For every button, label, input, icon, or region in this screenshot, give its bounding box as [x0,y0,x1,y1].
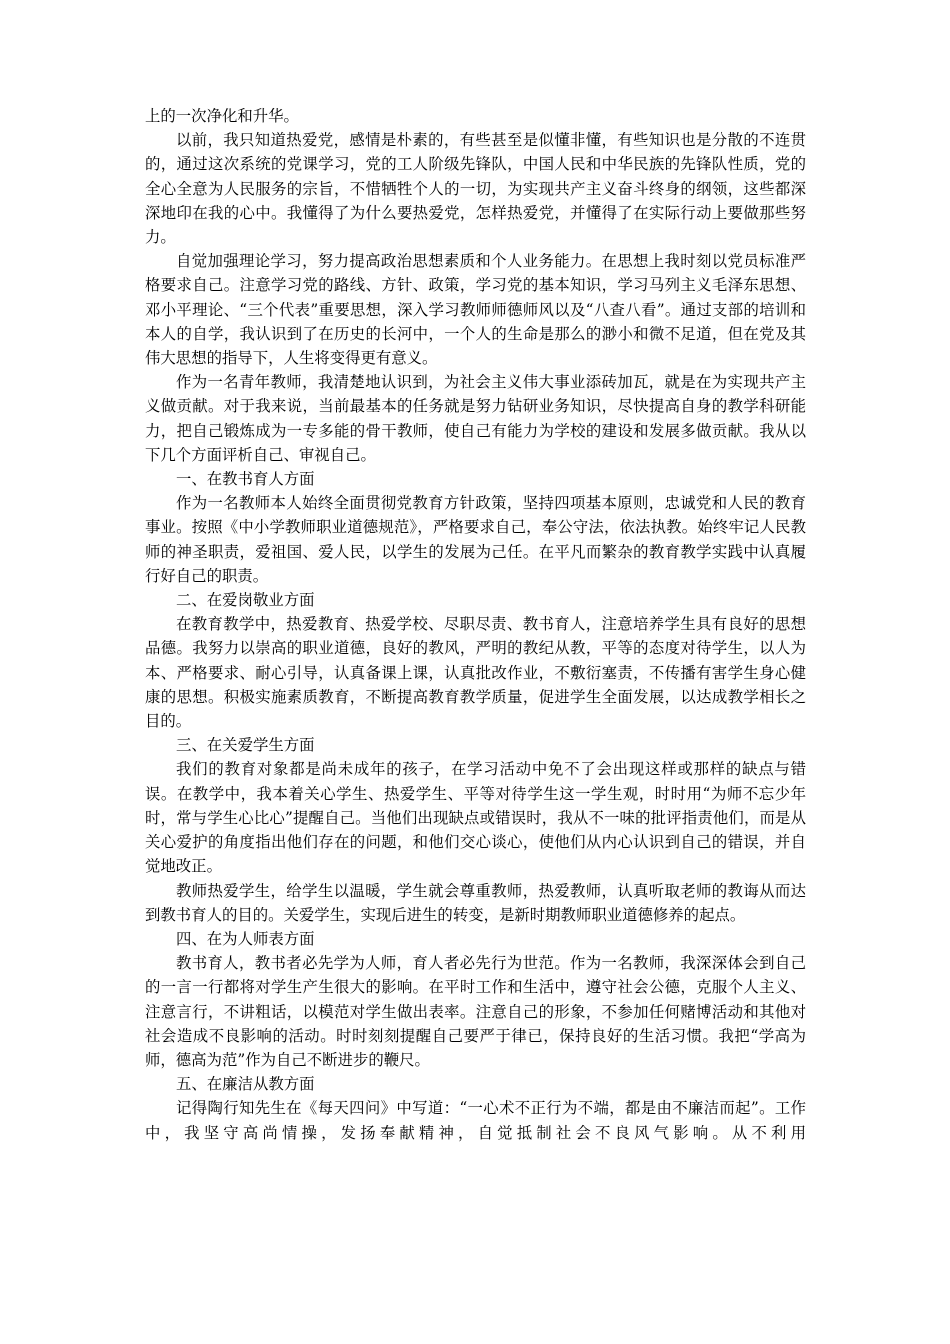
paragraph: 以前，我只知道热爱党，感情是朴素的，有些甚至是似懂非懂，有些知识也是分散的不连贯的，通过这次系统的党课学习，党的工人阶级先锋队，中国人民和中华民族的先锋队性质，党的全心全意为人民服务的宗旨，不惜牺牲个人的一切，为实现共产主义奋斗终身的纲领，这些都深深地印在我的心中。我懂得了为什么要热爱党，怎样热爱党，并懂得了在实际行动上要做那些努力。 [145,131,806,247]
paragraph: 教师热爱学生，给学生以温暖，学生就会尊重教师，热爱教师，认真听取老师的教诲从而达到教书育人的目的。关爱学生，实现后进生的转变，是新时期教师职业道德修养的起点。 [145,881,806,924]
section-heading: 二、在爱岗敬业方面 [176,591,315,610]
section-heading: 五、在廉洁从教方面 [176,1075,315,1094]
paragraph-continuation: 上的一次净化和升华。 [145,107,299,125]
section-heading: 四、在为人师表方面 [176,929,315,948]
section-heading: 三、在关爱学生方面 [176,736,315,755]
paragraph: 在教育教学中，热爱教育、热爱学校、尽职尽责、教书育人，注意培养学生具有良好的思想品德。我努力以崇高的职业道德，良好的教风，严明的教纪从教，平等的态度对待学生，以人为本、严格要求、耐心引导，认真备课上课，认真批改作业，不敷衍塞责，不传播有害学生身心健康的思想。积极实施素质教育，不断提高教育教学质量，促进学生全面发展，以达成教学相长之目的。 [145,615,806,731]
paragraph: 作为一名教师本人始终全面贯彻党教育方针政策，坚持四项基本原则，忠诚党和人民的教育事业。按照《中小学教师职业道德规范》，严格要求自己，奉公守法，依法执教。始终牢记人民教师的神圣职责，爱祖国、爱人民，以学生的发展为己任。在平凡而繁杂的教育教学实践中认真履行好自己的职责。 [145,494,806,585]
paragraph: 我们的教育对象都是尚未成年的孩子，在学习活动中免不了会出现这样或那样的缺点与错误。在教学中，我本着关心学生、热爱学生、平等对待学生这一学生观，时时用“为师不忘少年时，常与学生心比心”提醒自己。当他们出现缺点或错误时，我从不一味的批评指责他们，而是从关心爱护的角度指出他们存在的问题，和他们交心谈心，使他们从内心认识到自己的错误，并自觉地改正。 [145,760,806,876]
paragraph: 自觉加强理论学习，努力提高政治思想素质和个人业务能力。在思想上我时刻以党员标准严格要求自己。注意学习党的路线、方针、政策，学习党的基本知识，学习马列主义毛泽东思想、邓小平理论、“三个代表”重要思想，深入学习教师师德师风以及“八查八看”。通过支部的培训和本人的自学，我认识到了在历史的长河中，一个人的生命是那么的渺小和微不足道，但在党及其伟大思想的指导下，人生将变得更有意义。 [145,252,806,368]
section-heading: 一、在教书育人方面 [176,470,315,489]
paragraph: 教书育人，教书者必先学为人师，育人者必先行为世范。作为一名教师，我深深体会到自己的一言一行都将对学生产生很大的影响。在平时工作和生活中，遵守社会公德，克服个人主义、注意言行，不讲粗话，以模范对学生做出表率。注意自己的形象，不参加任何赌博活动和其他对社会造成不良影响的活动。时时刻刻提醒自己要严于律已，保持良好的生活习惯。我把“学高为师，德高为范”作为自己不断进步的鞭尺。 [145,954,806,1069]
paragraph-truncated: 记得陶行知先生在《每天四问》中写道：“一心术不正行为不端，都是由不廉洁而起”。工作中，我坚守高尚情操，发扬奉献精神，自觉抵制社会不良风气影响。从不利用 [145,1099,806,1142]
document-page [145,104,806,1145]
paragraph: 作为一名青年教师，我清楚地认识到，为社会主义伟大事业添砖加瓦，就是在为实现共产主义做贡献。对于我来说，当前最基本的任务就是努力钻研业务知识，尽快提高自身的教学科研能力，把自己锻炼成为一专多能的骨干教师，使自己有能力为学校的建设和发展多做贡献。我从以下几个方面评析自己、审视自己。 [145,373,806,464]
